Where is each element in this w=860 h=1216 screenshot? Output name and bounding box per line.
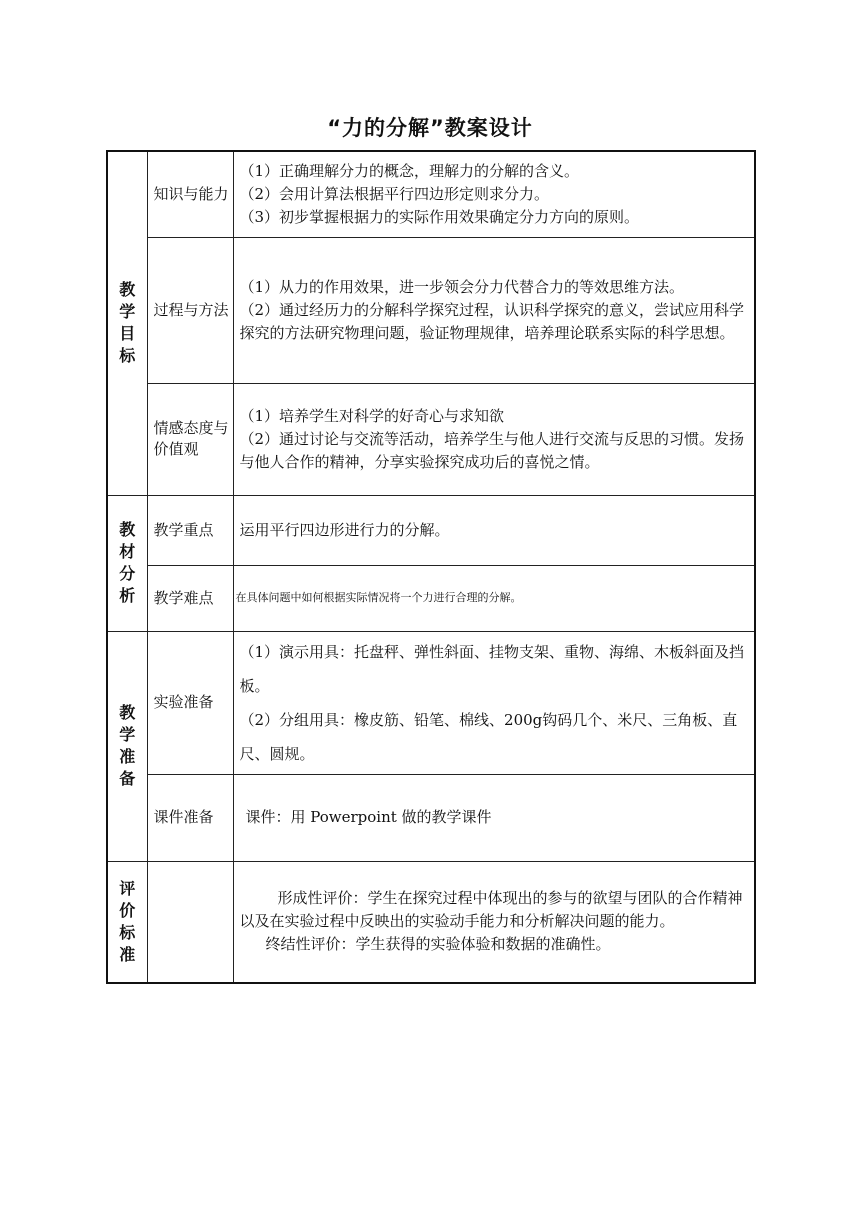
row-content	[233, 631, 755, 774]
category-char: 标	[119, 346, 136, 366]
table-row	[107, 151, 755, 237]
content-line: （2）会用计算法根据平行四边形定则求分力。	[239, 184, 550, 203]
table-row	[107, 237, 755, 383]
table-row	[107, 495, 755, 565]
row-label-empty	[147, 861, 233, 983]
row-label: 知识与能力	[147, 151, 233, 237]
row-content	[233, 861, 755, 983]
category-char: 材	[119, 542, 136, 561]
row-content	[233, 237, 755, 383]
table-row	[107, 565, 755, 631]
content-line: （1）从力的作用效果，进一步领会分力代替合力的等效思维方法。	[239, 277, 685, 296]
content-line: （2）通过讨论与交流等活动，培养学生与他人进行交流与反思的习惯。发扬与他人合作的精神，分享实验探究成功后的喜悦之情。	[239, 429, 745, 471]
content-line: （1）培养学生对科学的好奇心与求知欲	[239, 406, 505, 425]
content-line: （1）演示用具：托盘秤、弹性斜面、挂物支架、重物、海绵、木板斜面及挡板。	[239, 642, 745, 695]
category-cell-evaluation	[107, 861, 147, 983]
table-row	[107, 631, 755, 774]
category-char: 备	[119, 769, 136, 788]
category-char: 价	[119, 900, 136, 920]
content-line: （3）初步掌握根据力的实际作用效果确定分力方向的原则。	[239, 207, 640, 226]
row-content: 课件：用 Powerpoint 做的教学课件	[233, 774, 755, 861]
category-char: 教	[119, 520, 136, 539]
category-char: 准	[119, 944, 136, 964]
content-line: 形成性评价：学生在探究过程中体现出的参与的欲望与团队的合作精神以及在实验过程中反映出的实验动手能力和分析解决问题的能力。	[239, 889, 743, 931]
row-content: 运用平行四边形进行力的分解。	[233, 495, 755, 565]
content-line: 终结性评价：学生获得的实验体验和数据的准确性。	[265, 935, 611, 954]
row-content	[233, 383, 755, 495]
row-label: 教学难点	[147, 565, 233, 631]
category-char: 目	[119, 324, 136, 344]
row-label: 过程与方法	[147, 237, 233, 383]
row-content: 在具体问题中如何根据实际情况将一个力进行合理的分解。	[233, 565, 755, 631]
category-char: 评	[119, 878, 136, 898]
category-char: 教	[119, 280, 136, 300]
category-char: 析	[119, 586, 136, 605]
content-line: （2）分组用具：橡皮筋、铅笔、棉线、200g钩码几个、米尺、三角板、直尺、圆规。	[239, 710, 738, 763]
lesson-plan-table	[106, 150, 756, 984]
category-char: 标	[119, 922, 136, 942]
content-line: （1）正确理解分力的概念，理解力的分解的含义。	[239, 161, 580, 180]
table-row	[107, 861, 755, 983]
category-char: 准	[119, 747, 136, 766]
category-cell-analysis	[107, 495, 147, 631]
category-char: 学	[119, 725, 136, 744]
category-char: 教	[119, 703, 136, 722]
row-label: 情感态度与价值观	[147, 383, 233, 495]
page-title: “力的分解”教案设计	[327, 116, 533, 140]
table-row	[107, 774, 755, 861]
category-cell-prep	[107, 631, 147, 861]
table-row	[107, 383, 755, 495]
row-label: 课件准备	[147, 774, 233, 861]
category-char: 分	[119, 564, 136, 583]
category-cell-goals	[107, 151, 147, 495]
content-line: （2）通过经历力的分解科学探究过程，认识科学探究的意义，尝试应用科学探究的方法研究物理问题，验证物理规律，培养理论联系实际的科学思想。	[239, 300, 745, 342]
row-content	[233, 151, 755, 237]
row-label: 教学重点	[147, 495, 233, 565]
category-char: 学	[119, 302, 136, 322]
row-label: 实验准备	[147, 631, 233, 774]
